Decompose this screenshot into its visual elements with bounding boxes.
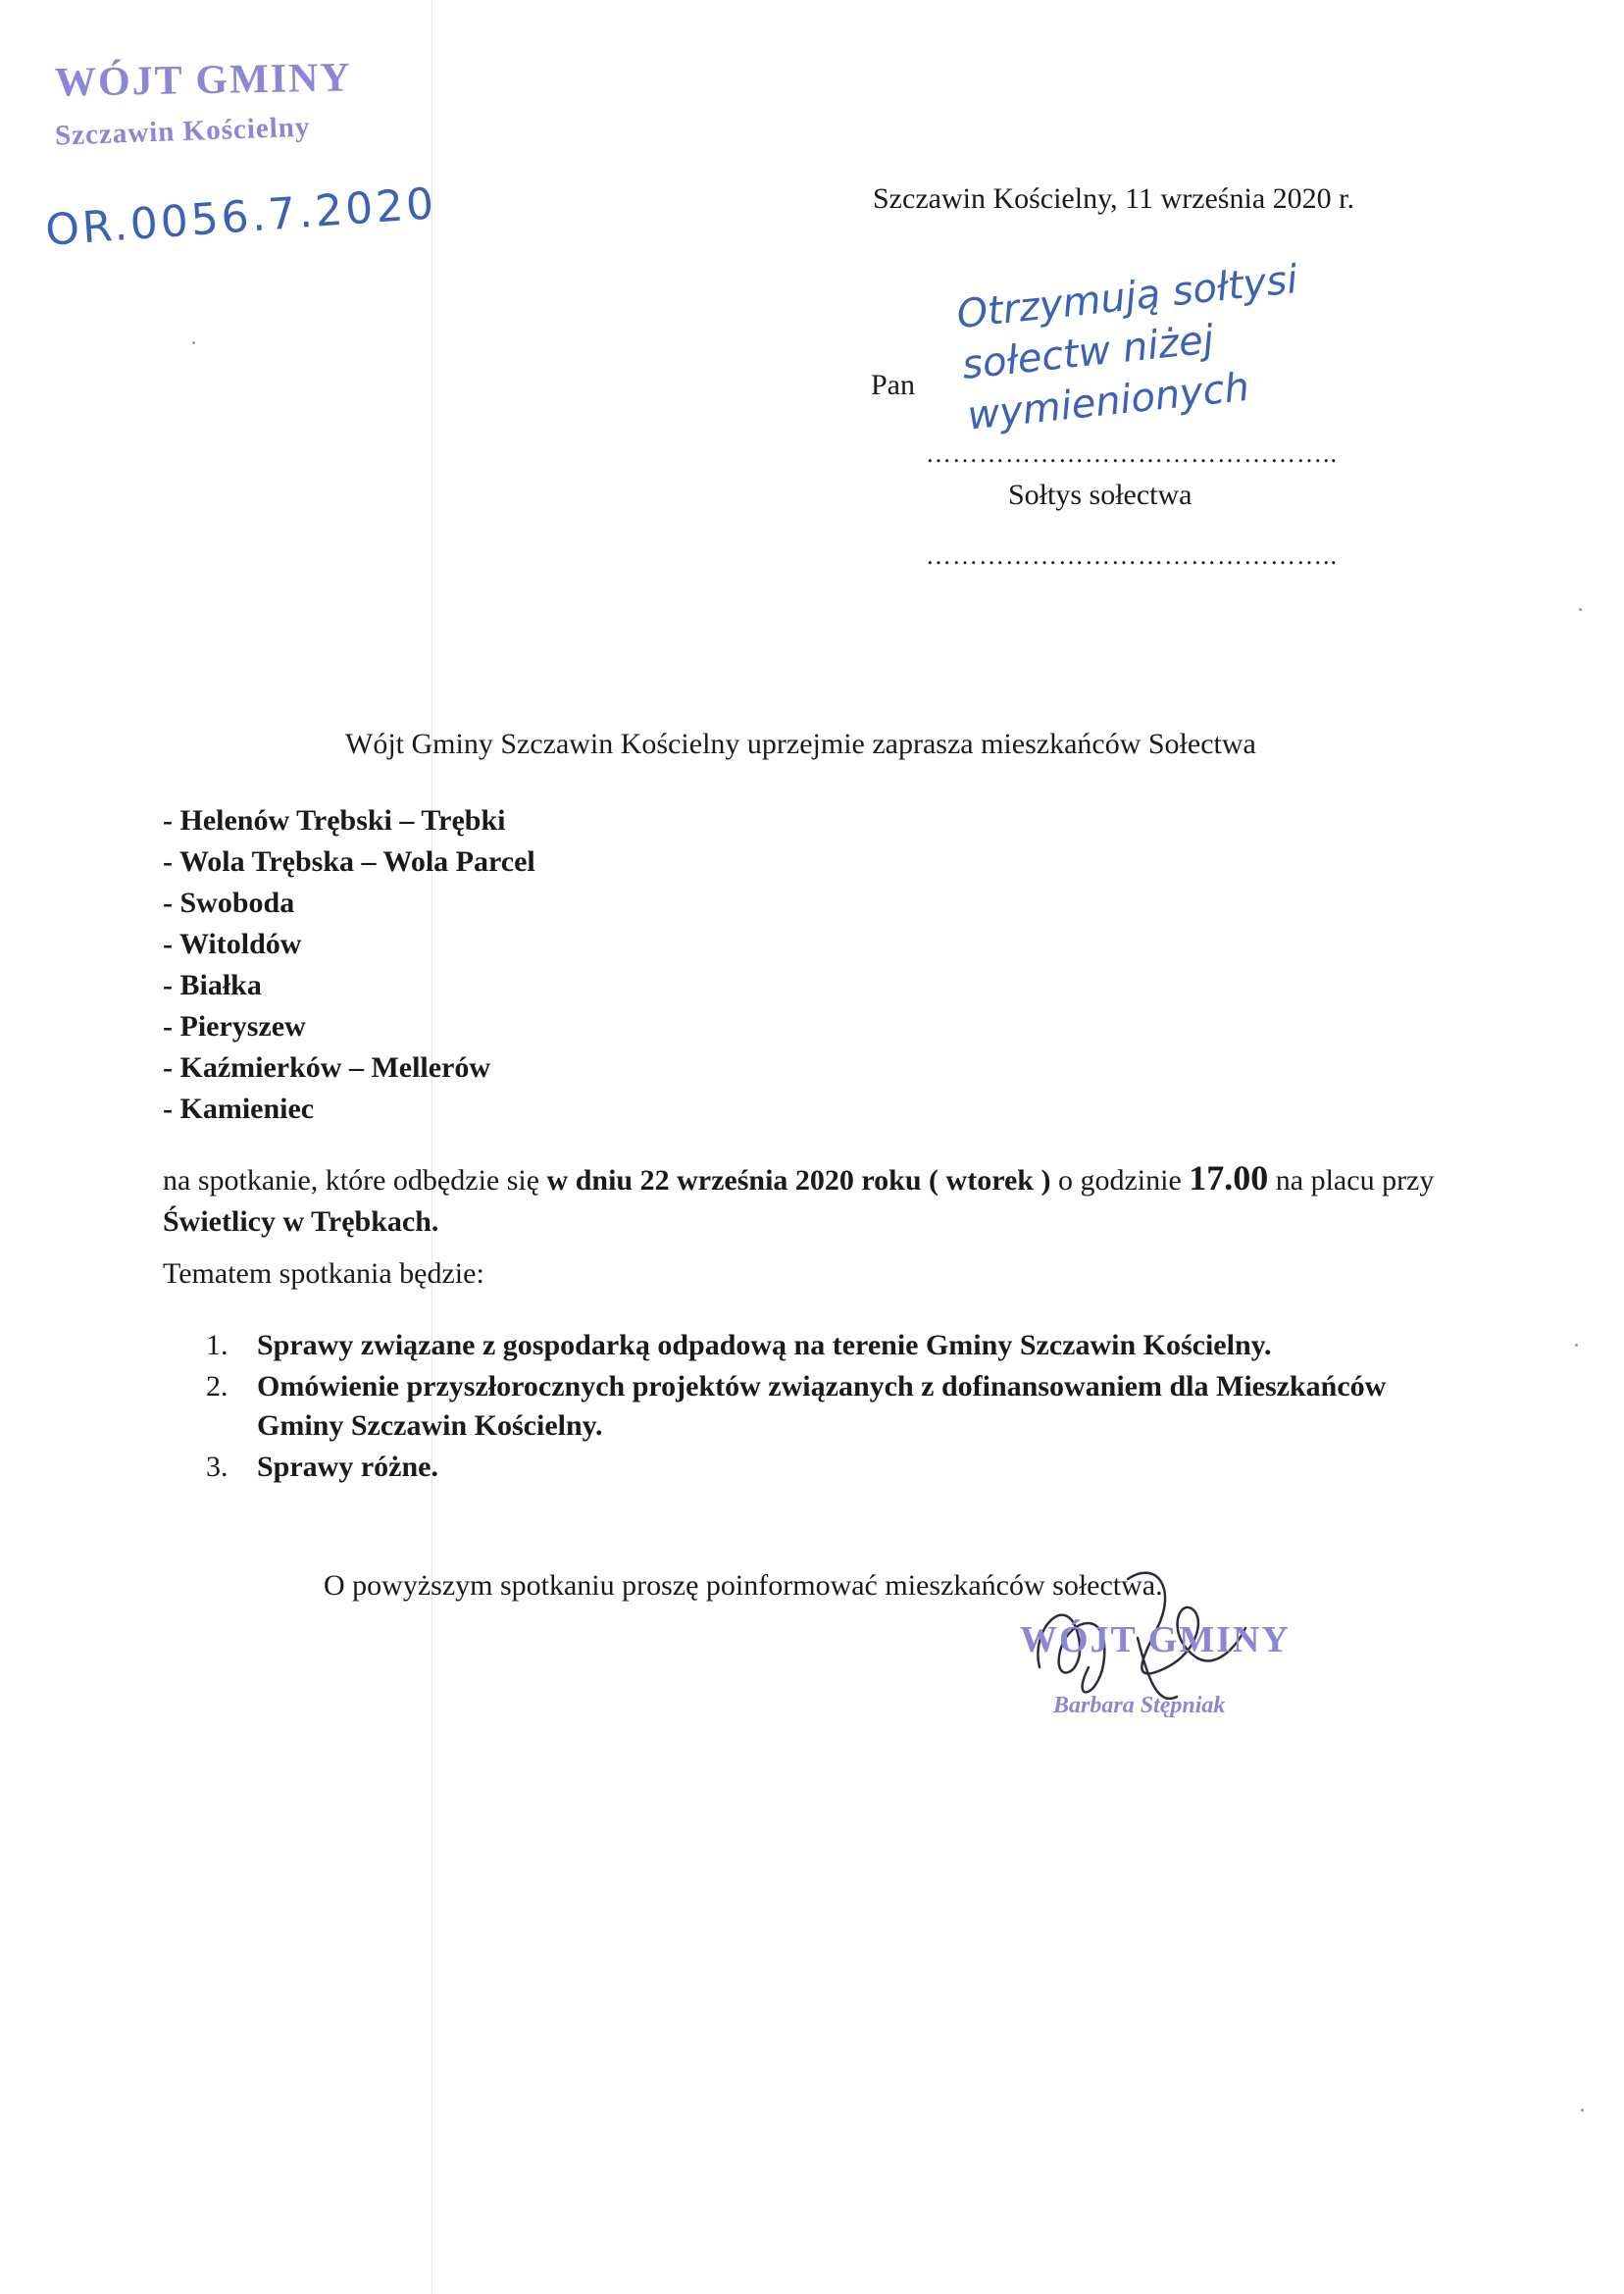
agenda-list (206, 1326, 1453, 1489)
list-item: - Swoboda (163, 887, 295, 919)
meeting-date: w dniu 22 września 2020 roku ( wtorek ) (546, 1164, 1051, 1197)
meeting-time: 17.00 (1189, 1158, 1269, 1198)
meeting-place: Świetlicy w Trębkach. (163, 1205, 439, 1238)
meeting-details (163, 1157, 1477, 1243)
signature-stamp-name: Barbara Stępniak (1053, 1693, 1226, 1718)
meeting-text: na spotkanie, które odbędzie się (163, 1164, 547, 1197)
agenda-number: 1. (206, 1329, 228, 1361)
meeting-text: na placu przy (1268, 1164, 1435, 1197)
signature-stamp-title: WÓJT GMINY (1020, 1619, 1291, 1660)
agenda-text: Omówienie przyszłorocznych projektów związanych z dofinansowaniem dla Mieszkańców Gminy Szczawin Kościelny. (257, 1370, 1387, 1442)
date-line: Szczawin Kościelny, 11 września 2020 r. (873, 182, 1354, 215)
scan-speck (192, 341, 195, 344)
agenda-number: 2. (206, 1370, 228, 1402)
agenda-text: Sprawy różne. (257, 1451, 438, 1483)
addressee-dots-line: ……………………………………….. (926, 439, 1338, 468)
list-item (206, 1326, 1453, 1365)
list-item (206, 1367, 1453, 1446)
list-item: - Helenów Trębski – Trębki (163, 804, 506, 837)
reference-number: OR.0056.7.2020 (43, 178, 438, 256)
list-item (206, 1448, 1453, 1487)
handwritten-note: Otrzymują sołtysi sołectw niżej wymienionych (954, 257, 1300, 439)
invitation-intro: Wójt Gminy Szczawin Kościelny uprzejmie zaprasza mieszkańców Sołectwa (345, 728, 1256, 760)
addressee-dots-line-2: ……………………………………….. (926, 541, 1338, 570)
list-item: - Białka (163, 969, 262, 1001)
office-stamp-title: WÓJT GMINY (54, 55, 353, 106)
addressee-pan: Pan (871, 369, 915, 401)
closing-sentence: O powyższym spotkaniu proszę poinformować mieszkańców sołectwa. (324, 1569, 1163, 1602)
agenda-number: 3. (206, 1451, 228, 1483)
meeting-text: o godzinie (1050, 1164, 1190, 1197)
scan-fold-line (431, 0, 432, 2294)
list-item: - Wola Trębska – Wola Parcel (163, 845, 535, 878)
addressee-role: Sołtys sołectwa (1008, 479, 1193, 511)
list-item: - Kamieniec (163, 1093, 315, 1125)
list-item: - Kaźmierków – Mellerów (163, 1051, 491, 1084)
scan-speck (1579, 608, 1582, 611)
village-list (163, 800, 535, 1130)
office-stamp-municipality: Szczawin Kościelny (54, 111, 311, 152)
scan-speck (1575, 1344, 1578, 1347)
agenda-intro: Tematem spotkania będzie: (163, 1257, 484, 1290)
scan-speck (1581, 2109, 1584, 2112)
agenda-text: Sprawy związane z gospodarką odpadową na terenie Gminy Szczawin Kościelny. (257, 1329, 1272, 1361)
list-item: - Witoldów (163, 928, 302, 960)
list-item: - Pieryszew (163, 1010, 306, 1043)
